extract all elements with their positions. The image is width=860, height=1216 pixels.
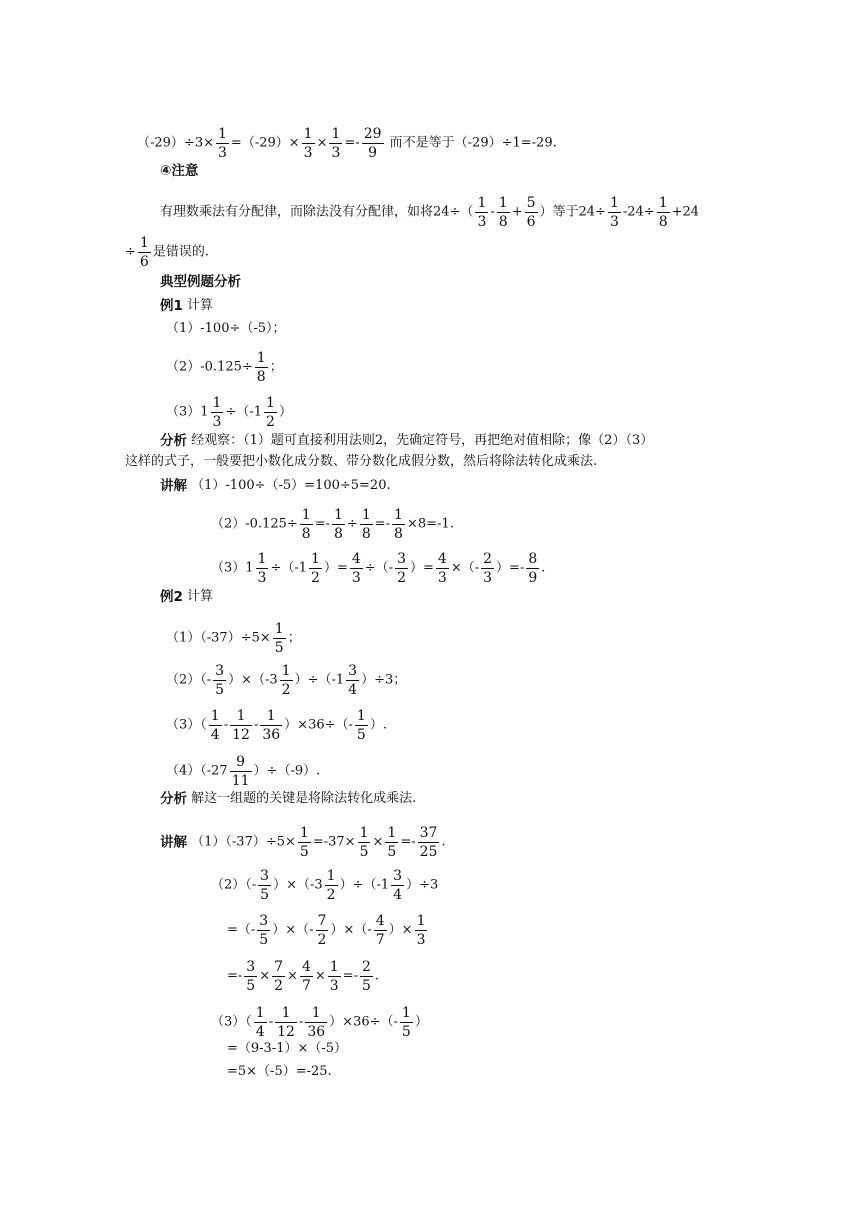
text-run: =- bbox=[344, 135, 360, 151]
fraction-numerator: 29 bbox=[363, 126, 382, 142]
fraction-denominator: 3 bbox=[329, 978, 339, 994]
fraction bbox=[280, 664, 293, 697]
text-run: 计算 bbox=[182, 298, 214, 313]
text-run: ÷（-1 bbox=[225, 404, 263, 420]
fraction-numerator: 1 bbox=[266, 708, 276, 724]
fraction-numerator: 1 bbox=[311, 1005, 321, 1021]
fraction bbox=[436, 552, 449, 585]
text-line bbox=[160, 273, 241, 292]
text-run: 有理数乘法有分配律，而除法没有分配律，如将24÷（ bbox=[160, 204, 474, 220]
text-run: ）×（-3 bbox=[228, 672, 278, 688]
text-run: ）=- bbox=[496, 560, 525, 576]
fraction-denominator: 4 bbox=[255, 1024, 265, 1040]
fraction-denominator: 3 bbox=[609, 214, 619, 230]
fraction bbox=[328, 960, 341, 993]
text-run: - bbox=[223, 717, 229, 733]
fraction-denominator: 36 bbox=[262, 727, 281, 743]
fraction bbox=[475, 196, 488, 229]
fraction-denominator: 5 bbox=[274, 640, 284, 656]
fraction-denominator: 3 bbox=[212, 414, 222, 430]
text-run: × bbox=[316, 135, 328, 151]
fraction-denominator: 7 bbox=[301, 978, 311, 994]
text-run: =- bbox=[400, 834, 416, 850]
text-line bbox=[227, 914, 429, 947]
text-run: （4）（-27 bbox=[166, 763, 228, 779]
fraction-denominator: 4 bbox=[348, 682, 358, 698]
fraction-denominator: 6 bbox=[526, 214, 536, 230]
fraction bbox=[346, 664, 359, 697]
text-run: . bbox=[541, 560, 546, 576]
text-run: 解这一组题的关键是将除法转化成乘法. bbox=[187, 791, 417, 806]
fraction bbox=[254, 1006, 267, 1039]
text-run: ）÷（-1 bbox=[339, 877, 390, 893]
fraction-numerator: 7 bbox=[274, 959, 284, 975]
fraction-denominator: 8 bbox=[256, 369, 266, 385]
fraction bbox=[264, 396, 277, 429]
fraction-numerator: 1 bbox=[257, 551, 267, 567]
text-line bbox=[166, 622, 301, 655]
fraction bbox=[355, 709, 368, 742]
text-run: =- bbox=[314, 516, 330, 532]
fraction-denominator: 3 bbox=[257, 570, 267, 586]
fraction-denominator: 3 bbox=[303, 145, 313, 161]
text-run: （3）（ bbox=[166, 717, 207, 733]
fraction-numerator: 1 bbox=[356, 708, 366, 724]
fraction bbox=[332, 508, 345, 541]
fraction-numerator: 1 bbox=[416, 913, 426, 929]
fraction bbox=[608, 196, 621, 229]
fraction bbox=[298, 826, 311, 859]
fraction bbox=[526, 552, 539, 585]
fraction-numerator: 3 bbox=[215, 663, 225, 679]
fraction bbox=[497, 196, 510, 229]
fraction-denominator: 5 bbox=[356, 727, 366, 743]
fraction-numerator: 1 bbox=[281, 663, 291, 679]
text-line bbox=[160, 477, 391, 496]
text-line bbox=[137, 127, 557, 160]
fraction-numerator: 3 bbox=[246, 959, 256, 975]
text-line bbox=[160, 432, 653, 451]
bold-label: 例1 bbox=[160, 298, 183, 314]
text-run: =-37× bbox=[312, 834, 356, 850]
fraction-numerator: 2 bbox=[483, 551, 493, 567]
text-line bbox=[125, 236, 209, 269]
fraction bbox=[415, 914, 428, 947]
fraction bbox=[300, 960, 313, 993]
fraction-numerator: 1 bbox=[212, 395, 222, 411]
fraction bbox=[211, 396, 224, 429]
text-run: × bbox=[287, 968, 298, 984]
text-line bbox=[160, 297, 213, 316]
text-run: =- bbox=[342, 968, 358, 984]
fraction-denominator: 6 bbox=[139, 254, 149, 270]
text-line bbox=[160, 790, 416, 809]
text-run: ×（- bbox=[450, 560, 480, 576]
fraction bbox=[213, 664, 226, 697]
text-run: （1）（-37）÷5× bbox=[166, 630, 271, 646]
fraction-numerator: 1 bbox=[281, 1005, 291, 1021]
fraction-numerator: 3 bbox=[260, 868, 270, 884]
text-run: （3）1 bbox=[211, 560, 254, 576]
text-line bbox=[166, 320, 286, 339]
fraction-numerator: 3 bbox=[393, 868, 403, 884]
fraction-denominator: 5 bbox=[362, 978, 371, 994]
fraction bbox=[350, 552, 363, 585]
text-run: ÷ bbox=[125, 244, 136, 260]
bold-label: 分析 bbox=[160, 433, 187, 449]
fraction bbox=[358, 826, 371, 859]
text-run: 而不是等于（-29）÷1=-29. bbox=[385, 135, 557, 151]
fraction bbox=[209, 709, 222, 742]
text-run: + bbox=[511, 204, 523, 220]
fraction-numerator: 1 bbox=[359, 825, 369, 841]
fraction-denominator: 8 bbox=[658, 214, 668, 230]
fraction-denominator: 8 bbox=[301, 526, 311, 542]
fraction-denominator: 8 bbox=[394, 526, 403, 542]
fraction bbox=[256, 552, 269, 585]
text-line bbox=[166, 351, 283, 384]
fraction bbox=[418, 826, 440, 859]
text-run: ）×36÷（- bbox=[284, 717, 353, 733]
fraction-denominator: 2 bbox=[326, 887, 336, 903]
text-run: ） bbox=[278, 404, 292, 420]
fraction-numerator: 1 bbox=[401, 1005, 411, 1021]
fraction-denominator: 8 bbox=[334, 526, 343, 542]
fraction bbox=[230, 709, 252, 742]
fraction-numerator: 1 bbox=[303, 126, 313, 142]
fraction bbox=[481, 552, 494, 585]
text-run: × bbox=[259, 968, 271, 984]
fraction-denominator: 11 bbox=[231, 773, 250, 789]
text-run: 这样的式子，一般要把小数化成分数、带分数化成假分数，然后将除法转化成乘法. bbox=[125, 454, 598, 469]
fraction bbox=[216, 127, 229, 160]
fraction-denominator: 12 bbox=[232, 727, 250, 743]
fraction-numerator: 9 bbox=[236, 754, 246, 770]
fraction-denominator: 12 bbox=[277, 1024, 295, 1040]
text-line bbox=[211, 869, 438, 902]
fraction bbox=[309, 552, 322, 585]
text-run: ）= bbox=[323, 560, 348, 576]
fraction-numerator: 3 bbox=[259, 913, 269, 929]
text-run: （1）-100÷（-5）； bbox=[166, 321, 286, 336]
text-line bbox=[125, 453, 597, 472]
text-run: - bbox=[298, 1014, 304, 1030]
text-line bbox=[211, 508, 454, 541]
fraction-numerator: 7 bbox=[317, 913, 327, 929]
bold-label: 典型例题分析 bbox=[160, 274, 241, 290]
fraction-numerator: 4 bbox=[375, 913, 385, 929]
text-run: （3）（ bbox=[211, 1014, 252, 1030]
text-run: ）× bbox=[388, 922, 413, 938]
fraction-numerator: 3 bbox=[348, 663, 358, 679]
text-run: （1）（-37）÷5× bbox=[187, 834, 296, 850]
fraction bbox=[272, 960, 285, 993]
fraction-denominator: 9 bbox=[528, 570, 538, 586]
fraction-denominator: 4 bbox=[210, 727, 220, 743]
fraction-numerator: 2 bbox=[362, 959, 371, 975]
fraction-numerator: 1 bbox=[498, 195, 508, 211]
text-line bbox=[160, 196, 699, 229]
text-run: ） bbox=[414, 1014, 428, 1030]
fraction bbox=[260, 709, 282, 742]
fraction bbox=[258, 869, 271, 902]
fraction bbox=[385, 826, 398, 859]
fraction bbox=[257, 914, 270, 947]
text-line bbox=[166, 396, 292, 429]
fraction-numerator: 4 bbox=[301, 959, 311, 975]
text-run: - bbox=[268, 1014, 274, 1030]
fraction-numerator: 1 bbox=[139, 235, 149, 251]
fraction bbox=[138, 236, 151, 269]
fraction-numerator: 4 bbox=[437, 551, 447, 567]
text-run: （1）-100÷（-5）=100÷5=20. bbox=[187, 478, 391, 493]
fraction-denominator: 36 bbox=[307, 1024, 326, 1040]
text-run: ）. bbox=[369, 717, 387, 733]
fraction-numerator: 1 bbox=[361, 507, 371, 523]
fraction-denominator: 3 bbox=[437, 570, 447, 586]
fraction bbox=[302, 127, 315, 160]
text-run: ； bbox=[287, 630, 301, 646]
fraction-numerator: 1 bbox=[210, 708, 220, 724]
fraction-numerator: 1 bbox=[477, 195, 487, 211]
fraction-numerator: 1 bbox=[236, 708, 246, 724]
fraction-numerator: 1 bbox=[331, 126, 341, 142]
fraction-denominator: 3 bbox=[477, 214, 487, 230]
fraction-numerator: 4 bbox=[351, 551, 361, 567]
fraction-numerator: 1 bbox=[256, 350, 266, 366]
fraction bbox=[325, 869, 338, 902]
fraction-numerator: 1 bbox=[334, 507, 343, 523]
fraction-numerator: 37 bbox=[419, 825, 438, 841]
text-run: -24÷ bbox=[622, 204, 655, 220]
fraction-denominator: 5 bbox=[387, 844, 397, 860]
bold-label: 例2 bbox=[160, 589, 183, 605]
text-run: （2）（- bbox=[211, 877, 257, 893]
fraction-denominator: 2 bbox=[397, 570, 406, 586]
text-run: × bbox=[372, 834, 384, 850]
fraction-numerator: 1 bbox=[301, 507, 311, 523]
fraction bbox=[316, 914, 329, 947]
fraction-numerator: 1 bbox=[609, 195, 619, 211]
text-run: =（- bbox=[227, 922, 256, 938]
text-run: × bbox=[314, 968, 326, 984]
text-run: =5×（-5）=-25. bbox=[227, 1064, 332, 1079]
text-run: ）÷3 bbox=[406, 877, 439, 893]
fraction-denominator: 2 bbox=[281, 682, 291, 698]
fraction-denominator: 8 bbox=[361, 526, 371, 542]
text-run: ）÷3； bbox=[361, 672, 407, 688]
text-run: ）×36÷（- bbox=[329, 1014, 398, 1030]
text-run: （2）（- bbox=[166, 672, 212, 688]
fraction-denominator: 8 bbox=[498, 214, 508, 230]
fraction-numerator: 1 bbox=[311, 551, 320, 567]
text-line bbox=[227, 960, 379, 993]
fraction bbox=[525, 196, 538, 229]
text-run: ）×（- bbox=[272, 922, 314, 938]
fraction-numerator: 3 bbox=[397, 551, 406, 567]
fraction bbox=[395, 552, 408, 585]
fraction-numerator: 1 bbox=[658, 195, 668, 211]
fraction-numerator: 1 bbox=[329, 959, 339, 975]
text-run: =（9-3-1）×（-5） bbox=[227, 1041, 348, 1056]
text-line bbox=[211, 552, 545, 585]
bold-label: 分析 bbox=[160, 791, 187, 807]
fraction-denominator: 5 bbox=[299, 844, 309, 860]
text-run: - bbox=[253, 717, 259, 733]
fraction bbox=[360, 960, 373, 993]
fraction bbox=[374, 914, 387, 947]
text-run: ）÷（-1 bbox=[294, 672, 345, 688]
fraction bbox=[275, 1006, 297, 1039]
text-line bbox=[227, 1040, 347, 1059]
text-run: . bbox=[374, 968, 380, 984]
fraction-denominator: 2 bbox=[317, 932, 327, 948]
bold-label: ④注意 bbox=[160, 163, 199, 179]
fraction-numerator: 1 bbox=[387, 825, 397, 841]
text-line bbox=[166, 664, 406, 697]
text-line bbox=[211, 1006, 428, 1039]
text-run: ÷ bbox=[346, 516, 358, 532]
text-run: =- bbox=[374, 516, 391, 532]
fraction-numerator: 8 bbox=[528, 551, 538, 567]
text-run: =（-29）× bbox=[230, 135, 300, 151]
text-run: ； bbox=[269, 359, 283, 375]
fraction-denominator: 3 bbox=[416, 932, 426, 948]
fraction bbox=[362, 127, 384, 160]
text-run: ）×（- bbox=[330, 922, 372, 938]
text-run: ）= bbox=[410, 560, 434, 576]
text-run: ÷（- bbox=[364, 560, 394, 576]
text-line bbox=[160, 588, 213, 607]
fraction-numerator: 1 bbox=[255, 1005, 265, 1021]
text-run: =- bbox=[227, 968, 243, 984]
text-run: ×8=-1. bbox=[406, 516, 454, 532]
text-line bbox=[227, 1063, 332, 1082]
fraction-denominator: 3 bbox=[483, 570, 493, 586]
fraction bbox=[305, 1006, 327, 1039]
fraction-numerator: 5 bbox=[526, 195, 536, 211]
text-line bbox=[166, 755, 320, 788]
text-run: ÷（-1 bbox=[270, 560, 308, 576]
text-run: ）等于24÷ bbox=[539, 204, 606, 220]
text-run: （2）-0.125÷ bbox=[166, 359, 253, 375]
fraction-denominator: 5 bbox=[401, 1024, 411, 1040]
fraction-denominator: 5 bbox=[215, 682, 225, 698]
fraction bbox=[392, 508, 405, 541]
fraction-denominator: 2 bbox=[266, 414, 275, 430]
fraction-denominator: 5 bbox=[246, 978, 256, 994]
fraction-numerator: 1 bbox=[274, 621, 284, 637]
fraction-denominator: 4 bbox=[393, 887, 403, 903]
fraction bbox=[255, 351, 268, 384]
text-run: （-29）÷3× bbox=[137, 135, 214, 151]
fraction bbox=[400, 1006, 413, 1039]
fraction bbox=[273, 622, 286, 655]
fraction bbox=[360, 508, 373, 541]
fraction-denominator: 7 bbox=[375, 932, 385, 948]
fraction-denominator: 25 bbox=[419, 844, 438, 860]
text-run: . bbox=[441, 834, 446, 850]
text-run: （2）-0.125÷ bbox=[211, 516, 298, 532]
text-run: ）÷（-9）. bbox=[253, 763, 321, 779]
fraction bbox=[244, 960, 257, 993]
text-run: 是错误的. bbox=[152, 244, 209, 260]
fraction-denominator: 5 bbox=[359, 844, 369, 860]
text-line bbox=[160, 162, 198, 181]
fraction-denominator: 5 bbox=[260, 887, 270, 903]
text-line bbox=[166, 709, 387, 742]
fraction-numerator: 1 bbox=[266, 395, 275, 411]
fraction-numerator: 1 bbox=[394, 507, 403, 523]
fraction bbox=[329, 127, 342, 160]
text-run: 经观察：（1）题可直接利用法则2，先确定符号，再把绝对值相除；像（2）（3） bbox=[187, 433, 654, 448]
text-run: 计算 bbox=[182, 589, 214, 604]
fraction-denominator: 9 bbox=[362, 143, 384, 160]
fraction bbox=[300, 508, 313, 541]
fraction-denominator: 3 bbox=[218, 145, 227, 161]
fraction bbox=[657, 196, 670, 229]
fraction-numerator: 1 bbox=[326, 868, 336, 884]
fraction-denominator: 2 bbox=[274, 978, 284, 994]
bold-label: 讲解 bbox=[160, 834, 187, 851]
fraction bbox=[230, 755, 252, 788]
fraction-denominator: 3 bbox=[331, 145, 341, 161]
fraction-denominator: 3 bbox=[351, 570, 361, 586]
fraction-numerator: 1 bbox=[218, 126, 227, 142]
text-run: - bbox=[490, 204, 495, 220]
fraction-denominator: 2 bbox=[311, 570, 320, 586]
fraction bbox=[391, 869, 404, 902]
bold-label: 讲解 bbox=[160, 478, 187, 494]
text-line bbox=[160, 826, 446, 859]
text-run: （3）1 bbox=[166, 404, 209, 420]
fraction-denominator: 5 bbox=[259, 932, 269, 948]
text-run: ）×（-3 bbox=[273, 877, 323, 893]
text-run: +24 bbox=[671, 204, 700, 220]
fraction-numerator: 1 bbox=[299, 825, 309, 841]
